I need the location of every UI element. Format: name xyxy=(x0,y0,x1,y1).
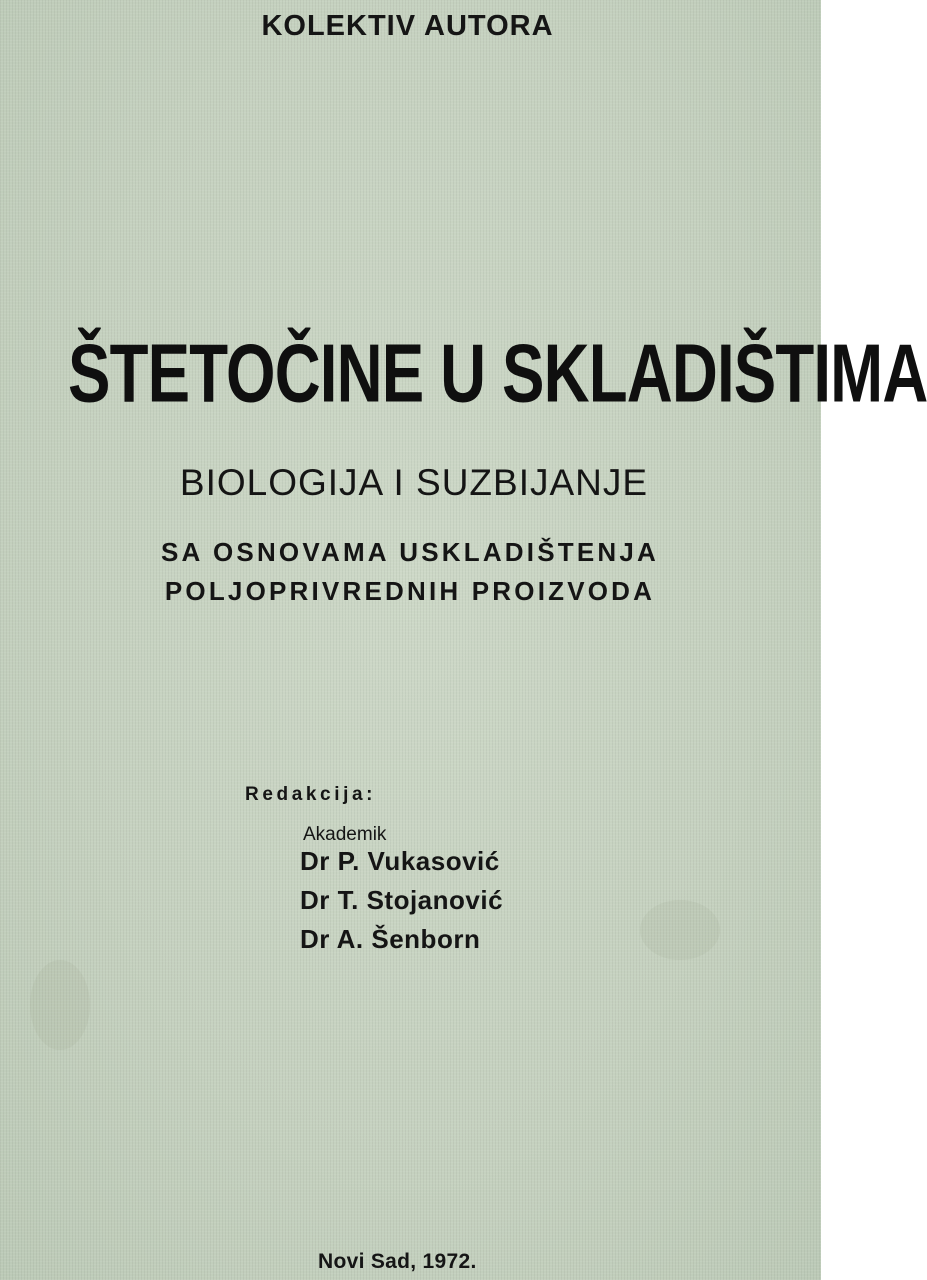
editor-name: Dr T. Stojanović xyxy=(300,885,504,915)
editorial-label: Redakcija: xyxy=(245,784,377,805)
editor-name: Dr A. Šenborn xyxy=(300,924,481,954)
editor-name: Dr P. Vukasović xyxy=(300,846,500,876)
authors-collective: KOLEKTIV AUTORA xyxy=(261,10,554,42)
paper-stain xyxy=(30,960,90,1050)
tagline-line-1: SA OSNOVAMA USKLADIŠTENJA xyxy=(161,537,659,567)
book-subtitle: BIOLOGIJA I SUZBIJANJE xyxy=(179,462,649,503)
tagline-line-2: POLJOPRIVREDNIH PROIZVODA xyxy=(164,576,656,606)
publication-imprint: Novi Sad, 1972. xyxy=(318,1250,477,1273)
paper-stain xyxy=(640,900,720,960)
book-title: ŠTETOČINE U SKLADIŠTIMA xyxy=(68,326,927,420)
academician-label: Akademik xyxy=(303,824,387,845)
